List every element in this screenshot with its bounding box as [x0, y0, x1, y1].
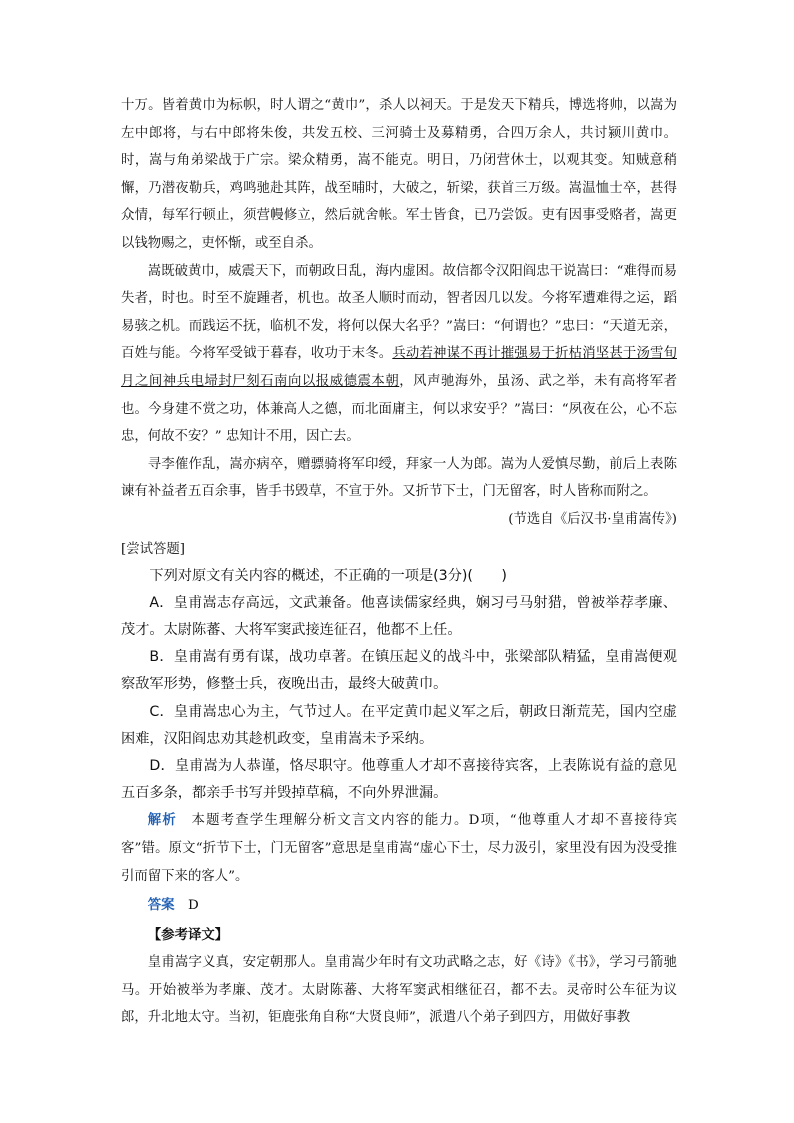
underlined-sentence: 兵动若神谋不再计摧强易于折枯消坚甚于汤雪旬月之间神兵电埽封尸刻石南向以报威德震本朝	[121, 346, 678, 389]
translation-heading: 【参考译文】	[147, 926, 229, 943]
option-b: B．皇甫嵩有勇有谋，战功卓著。在镇压起义的战斗中，张梁部队精猛，皇甫嵩便观察敌军形势，修整士兵，夜晚出击，最终大破黄巾。	[121, 649, 677, 693]
option-c: C．皇甫嵩忠心为主，气节过人。在平定黄巾起义军之后，朝政日渐荒芜，国内空虚困难，汉阳阎忠劝其趁机政变，皇甫嵩未予采纳。	[121, 703, 677, 747]
answer	[121, 892, 677, 920]
document-content	[121, 92, 677, 1032]
passage-paragraph-2-part-b: ，风声驰海外，虽汤、武之举，未有高将军者也。今身建不赏之功，体兼高人之德，而北面庸主，何以求安乎？”嵩曰：“夙夜在公，心不忘忠，何故不安？” 忠知计不用，因亡去。	[121, 373, 678, 445]
answer-value: D	[174, 898, 199, 914]
analysis	[121, 807, 677, 890]
passage-paragraph-3: 寻李傕作乱，嵩亦病卒，赠骠骑将军印绶，拜家一人为郎。嵩为人爱慎尽勤，前后上表陈谏有补益者五百余事，皆手书毁草，不宣于外。又折节下士，门无留客，时人皆称而附之。	[121, 456, 677, 500]
passage-paragraph-1: 十万。皆着黄巾为标帜，时人谓之“黄巾”，杀人以祠天。于是发天下精兵，博选将帅，以嵩为左中郎将，与右中郎将朱俊，共发五校、三河骑士及募精勇，合四万余人，共讨颍川黄巾。时，嵩与角弟梁战于广宗。梁众精勇，嵩不能克。明日，乃闭营休士，以观其变。知贼意稍懈，乃潜夜勒兵，鸡鸣驰赴其阵，战至晡时，大破之，斩梁，获首三万级。嵩温恤士卒，甚得众情，每军行顿止，须营幔修立，然后就舍帐。军士皆食，已乃尝饭。吏有因事受赂者，嵩更以钱物赐之，吏怀惭，或至自杀。	[121, 98, 677, 251]
analysis-label: 解析	[147, 812, 177, 829]
practice-tag: [尝试答题]	[121, 541, 186, 557]
option-a: A．皇甫嵩志存高远，文武兼备。他喜读儒家经典，娴习弓马射猎，曾被举荐孝廉、茂才。太尉陈蕃、大将军窦武接连征召，他都不上任。	[121, 594, 677, 638]
passage-paragraph-2	[121, 258, 677, 451]
answer-label: 答案	[147, 897, 175, 914]
passage-paragraph-2-part-a: 嵩既破黄巾，威震天下，而朝政日乱，海内虚困。故信都令汉阳阎忠干说嵩曰：“难得而易失者，时也。时至不旋踵者，机也。故圣人顺时而动，智者因几以发。今将军遭难得之运，蹈易骇之机。而践运不抚，临机不发，将何以保大名乎？”嵩曰：“何谓也？”忠曰：“天道无亲，百姓与能。今将军受钺于暮春，收功于末冬。	[121, 263, 677, 362]
translation-paragraph: 皇甫嵩字义真，安定朝那人。皇甫嵩少年时有文功武略之志，好《诗》《书》，学习弓箭驰马。开始被举为孝廉、茂才。太尉陈蕃、大将军窦武相继征召，都不去。灵帝时公车征为议郎，升北地太守。当初，钜鹿张角自称“大贤良师”，派遣八个弟子到四方，用做好事教	[121, 955, 677, 1026]
analysis-text: 本题考查学生理解分析文言文内容的能力。D项，“他尊重人才却不喜接待宾客”错。原文“折节下士，门无留客”意思是皇甫嵩“虚心下士，尽力汲引，家里没有因为没受推引而留下来的客人”。	[121, 813, 677, 884]
question-stem: 下列对原文有关内容的概述，不正确的一项是(3分)( )	[149, 567, 507, 584]
option-d: D．皇甫嵩为人恭谨，恪尽职守。他尊重人才却不喜接待宾客，上表陈说有益的意见五百多条，都亲手书写并毁掉草稿，不向外界泄漏。	[121, 757, 677, 802]
source-citation: (节选自《后汉书·皇甫嵩传》)	[508, 511, 677, 527]
